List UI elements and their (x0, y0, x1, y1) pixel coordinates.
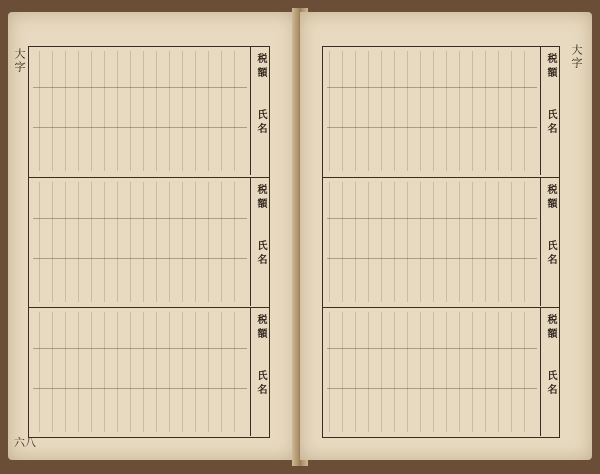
entry-columns (33, 51, 247, 171)
header-strip (250, 308, 269, 436)
register-band (323, 177, 559, 306)
name-header: 氏名 (255, 370, 266, 398)
page-number: 六八 (14, 436, 36, 449)
tax-header: 税額 (255, 184, 266, 212)
name-header: 氏名 (545, 240, 556, 268)
entry-columns (327, 182, 537, 302)
name-header: 氏名 (545, 370, 556, 398)
entry-columns (33, 182, 247, 302)
name-header: 氏名 (255, 109, 266, 137)
name-header: 氏名 (255, 240, 266, 268)
header-strip (540, 308, 559, 436)
entry-columns (327, 51, 537, 171)
register-table (322, 46, 560, 438)
register-table (28, 46, 270, 438)
side-title: 大字 (570, 44, 583, 70)
tax-header: 税額 (255, 53, 266, 81)
header-strip (540, 178, 559, 306)
side-title: 大字 (13, 48, 26, 74)
tax-header: 税額 (545, 53, 556, 81)
header-strip (250, 178, 269, 306)
tax-header: 税額 (255, 314, 266, 342)
header-strip (540, 47, 559, 175)
right-page (300, 12, 592, 460)
register-band (323, 307, 559, 436)
register-band (29, 177, 269, 306)
entry-columns (33, 312, 247, 432)
header-strip (250, 47, 269, 175)
tax-header: 税額 (545, 314, 556, 342)
name-header: 氏名 (545, 109, 556, 137)
register-band (29, 47, 269, 175)
entry-columns (327, 312, 537, 432)
left-page (8, 12, 296, 460)
book-spread (8, 8, 592, 466)
register-band (323, 47, 559, 175)
tax-header: 税額 (545, 184, 556, 212)
register-band (29, 307, 269, 436)
